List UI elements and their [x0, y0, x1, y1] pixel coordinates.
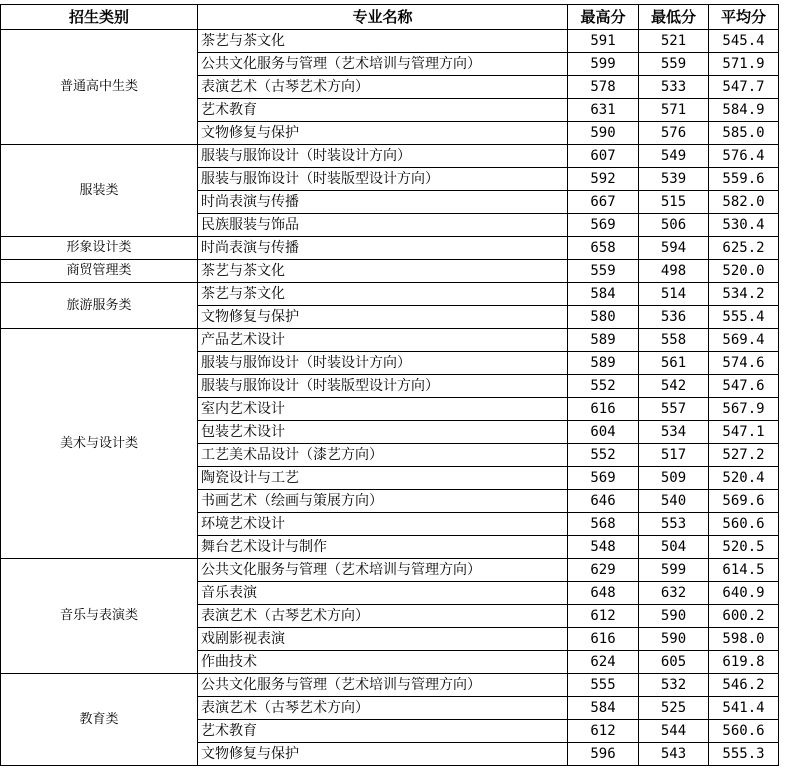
avg-score-cell: 582.0: [709, 191, 779, 214]
major-cell: 民族服装与饰品: [198, 214, 568, 237]
max-score-cell: 592: [568, 168, 639, 191]
avg-score-cell: 555.3: [709, 743, 779, 766]
min-score-cell: 559: [639, 53, 709, 76]
table-row: [1, 145, 779, 168]
min-score-cell: 525: [639, 697, 709, 720]
max-score-cell: 552: [568, 375, 639, 398]
min-score-cell: 539: [639, 168, 709, 191]
max-score-cell: 616: [568, 398, 639, 421]
max-score-cell: 548: [568, 536, 639, 559]
major-cell: 室内艺术设计: [198, 398, 568, 421]
major-cell: 公共文化服务与管理（艺术培训与管理方向）: [198, 674, 568, 697]
avg-score-cell: 576.4: [709, 145, 779, 168]
min-score-cell: 498: [639, 260, 709, 283]
max-score-cell: 648: [568, 582, 639, 605]
max-score-cell: 584: [568, 697, 639, 720]
header-category: 招生类别: [1, 5, 198, 30]
min-score-cell: 557: [639, 398, 709, 421]
major-cell: 艺术教育: [198, 99, 568, 122]
major-cell: 表演艺术（古琴艺术方向）: [198, 605, 568, 628]
avg-score-cell: 560.6: [709, 513, 779, 536]
max-score-cell: 569: [568, 214, 639, 237]
category-cell: 服装类: [1, 145, 198, 237]
major-cell: 文物修复与保护: [198, 122, 568, 145]
major-cell: 书画艺术（绘画与策展方向）: [198, 490, 568, 513]
min-score-cell: 576: [639, 122, 709, 145]
avg-score-cell: 600.2: [709, 605, 779, 628]
avg-score-cell: 547.6: [709, 375, 779, 398]
max-score-cell: 612: [568, 605, 639, 628]
avg-score-cell: 571.9: [709, 53, 779, 76]
max-score-cell: 596: [568, 743, 639, 766]
max-score-cell: 604: [568, 421, 639, 444]
max-score-cell: 589: [568, 329, 639, 352]
max-score-cell: 624: [568, 651, 639, 674]
min-score-cell: 571: [639, 99, 709, 122]
min-score-cell: 532: [639, 674, 709, 697]
avg-score-cell: 560.6: [709, 720, 779, 743]
header-max-score: 最高分: [568, 5, 639, 30]
avg-score-cell: 567.9: [709, 398, 779, 421]
major-cell: 服装与服饰设计（时装版型设计方向）: [198, 168, 568, 191]
min-score-cell: 605: [639, 651, 709, 674]
max-score-cell: 559: [568, 260, 639, 283]
avg-score-cell: 584.9: [709, 99, 779, 122]
header-min-score: 最低分: [639, 5, 709, 30]
avg-score-cell: 520.0: [709, 260, 779, 283]
table-row: [1, 237, 779, 260]
max-score-cell: 631: [568, 99, 639, 122]
min-score-cell: 594: [639, 237, 709, 260]
avg-score-cell: 585.0: [709, 122, 779, 145]
avg-score-cell: 569.6: [709, 490, 779, 513]
table-row: [1, 260, 779, 283]
table-row: [1, 30, 779, 53]
major-cell: 戏剧影视表演: [198, 628, 568, 651]
max-score-cell: 584: [568, 283, 639, 306]
avg-score-cell: 569.4: [709, 329, 779, 352]
min-score-cell: 536: [639, 306, 709, 329]
min-score-cell: 514: [639, 283, 709, 306]
table-header: [1, 5, 779, 30]
major-cell: 表演艺术（古琴艺术方向）: [198, 76, 568, 99]
avg-score-cell: 625.2: [709, 237, 779, 260]
category-cell: 旅游服务类: [1, 283, 198, 329]
min-score-cell: 599: [639, 559, 709, 582]
avg-score-cell: 547.1: [709, 421, 779, 444]
category-cell: 教育类: [1, 674, 198, 766]
min-score-cell: 515: [639, 191, 709, 214]
min-score-cell: 542: [639, 375, 709, 398]
avg-score-cell: 555.4: [709, 306, 779, 329]
min-score-cell: 509: [639, 467, 709, 490]
avg-score-cell: 547.7: [709, 76, 779, 99]
avg-score-cell: 520.5: [709, 536, 779, 559]
max-score-cell: 629: [568, 559, 639, 582]
major-cell: 环境艺术设计: [198, 513, 568, 536]
major-cell: 茶艺与茶文化: [198, 283, 568, 306]
major-cell: 公共文化服务与管理（艺术培训与管理方向）: [198, 53, 568, 76]
category-cell: 美术与设计类: [1, 329, 198, 559]
avg-score-cell: 527.2: [709, 444, 779, 467]
category-cell: 商贸管理类: [1, 260, 198, 283]
avg-score-cell: 559.6: [709, 168, 779, 191]
min-score-cell: 540: [639, 490, 709, 513]
max-score-cell: 580: [568, 306, 639, 329]
min-score-cell: 590: [639, 628, 709, 651]
category-cell: 音乐与表演类: [1, 559, 198, 674]
major-cell: 服装与服饰设计（时装版型设计方向）: [198, 375, 568, 398]
table-body: [1, 30, 779, 766]
major-cell: 茶艺与茶文化: [198, 260, 568, 283]
major-cell: 包装艺术设计: [198, 421, 568, 444]
min-score-cell: 504: [639, 536, 709, 559]
major-cell: 艺术教育: [198, 720, 568, 743]
max-score-cell: 578: [568, 76, 639, 99]
min-score-cell: 506: [639, 214, 709, 237]
min-score-cell: 632: [639, 582, 709, 605]
major-cell: 服装与服饰设计（时装设计方向）: [198, 352, 568, 375]
avg-score-cell: 614.5: [709, 559, 779, 582]
avg-score-cell: 546.2: [709, 674, 779, 697]
major-cell: 表演艺术（古琴艺术方向）: [198, 697, 568, 720]
max-score-cell: 569: [568, 467, 639, 490]
avg-score-cell: 545.4: [709, 30, 779, 53]
min-score-cell: 521: [639, 30, 709, 53]
avg-score-cell: 541.4: [709, 697, 779, 720]
max-score-cell: 568: [568, 513, 639, 536]
table-row: [1, 674, 779, 697]
avg-score-cell: 530.4: [709, 214, 779, 237]
major-cell: 公共文化服务与管理（艺术培训与管理方向）: [198, 559, 568, 582]
major-cell: 时尚表演与传播: [198, 191, 568, 214]
max-score-cell: 646: [568, 490, 639, 513]
table-row: [1, 329, 779, 352]
max-score-cell: 555: [568, 674, 639, 697]
max-score-cell: 590: [568, 122, 639, 145]
min-score-cell: 533: [639, 76, 709, 99]
major-cell: 产品艺术设计: [198, 329, 568, 352]
max-score-cell: 607: [568, 145, 639, 168]
max-score-cell: 658: [568, 237, 639, 260]
table-row: [1, 559, 779, 582]
avg-score-cell: 574.6: [709, 352, 779, 375]
min-score-cell: 553: [639, 513, 709, 536]
major-cell: 作曲技术: [198, 651, 568, 674]
min-score-cell: 543: [639, 743, 709, 766]
max-score-cell: 667: [568, 191, 639, 214]
max-score-cell: 552: [568, 444, 639, 467]
max-score-cell: 589: [568, 352, 639, 375]
min-score-cell: 549: [639, 145, 709, 168]
min-score-cell: 590: [639, 605, 709, 628]
avg-score-cell: 520.4: [709, 467, 779, 490]
max-score-cell: 616: [568, 628, 639, 651]
min-score-cell: 558: [639, 329, 709, 352]
min-score-cell: 517: [639, 444, 709, 467]
table-row: [1, 283, 779, 306]
max-score-cell: 591: [568, 30, 639, 53]
major-cell: 文物修复与保护: [198, 743, 568, 766]
header-row: [1, 5, 779, 30]
min-score-cell: 544: [639, 720, 709, 743]
max-score-cell: 612: [568, 720, 639, 743]
header-avg-score: 平均分: [709, 5, 779, 30]
category-cell: 形象设计类: [1, 237, 198, 260]
major-cell: 文物修复与保护: [198, 306, 568, 329]
avg-score-cell: 640.9: [709, 582, 779, 605]
min-score-cell: 534: [639, 421, 709, 444]
max-score-cell: 599: [568, 53, 639, 76]
major-cell: 时尚表演与传播: [198, 237, 568, 260]
header-major: 专业名称: [198, 5, 568, 30]
avg-score-cell: 598.0: [709, 628, 779, 651]
admission-scores-table: [0, 4, 779, 766]
avg-score-cell: 534.2: [709, 283, 779, 306]
major-cell: 陶瓷设计与工艺: [198, 467, 568, 490]
major-cell: 舞台艺术设计与制作: [198, 536, 568, 559]
major-cell: 音乐表演: [198, 582, 568, 605]
avg-score-cell: 619.8: [709, 651, 779, 674]
major-cell: 工艺美术品设计（漆艺方向）: [198, 444, 568, 467]
category-cell: 普通高中生类: [1, 30, 198, 145]
min-score-cell: 561: [639, 352, 709, 375]
major-cell: 服装与服饰设计（时装设计方向）: [198, 145, 568, 168]
major-cell: 茶艺与茶文化: [198, 30, 568, 53]
